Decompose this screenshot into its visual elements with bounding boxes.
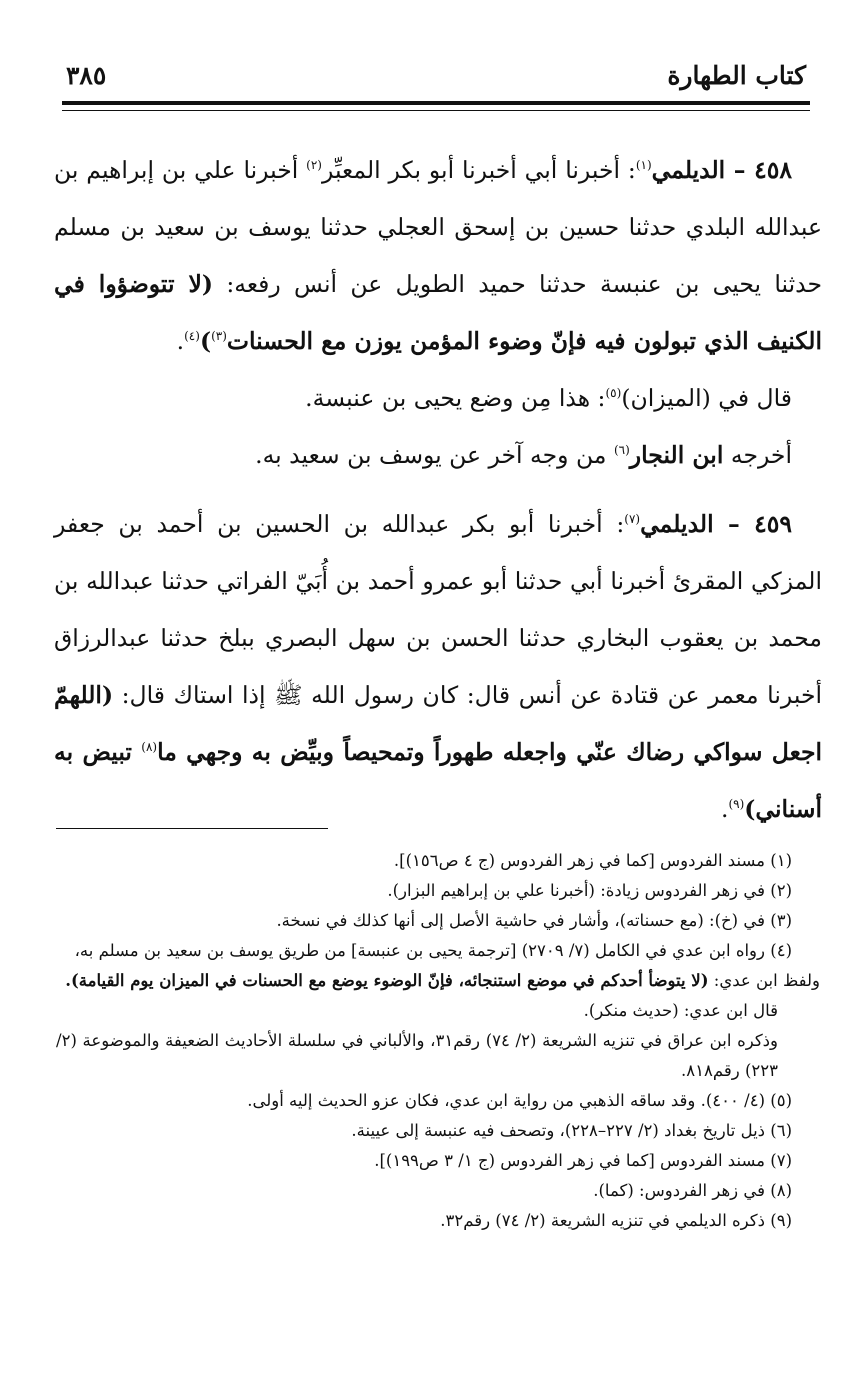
running-title: كتاب الطهارة: [667, 61, 806, 90]
page-number: ٣٨٥: [66, 61, 107, 90]
mizan-note: [54, 370, 822, 427]
isnad-text: أخبرنا علي بن إبراهيم بن عبدالله البلدي حدثنا حسين بن إسحق العجلي حدثنا يوسف بن سعيد بن مسلم حدثنا يحيى بن عنبسة حدثنا حميد الطويل عن أنس رفعه:: [54, 156, 822, 298]
footnote-ref: (٤): [184, 329, 200, 344]
footnote: (١) مسند الفردوس [كما في زهر الفردوس (ج ٤ ص١٥٦)].: [393, 851, 792, 870]
hadith-close: ): [199, 327, 212, 355]
footnote-continuation: [56, 966, 820, 996]
isnad-text: : أخبرنا أبي أخبرنا أبو بكر المعبِّر: [321, 156, 636, 184]
footnote-quote: (لا يتوضأ أحدكم في موضع استنجائه، فإنّ الوضوء يوضع مع الحسنات في الميزان يوم القيامة).: [65, 971, 709, 990]
footnote-text: ولفظ ابن عدي:: [708, 971, 820, 990]
footnote-ref: (٣): [211, 329, 227, 344]
mizan-text: : هذا مِن وضع يحيى بن عنبسة.: [305, 384, 606, 412]
footnote-ref: (٧): [624, 512, 641, 527]
footnote-separator: [56, 828, 328, 829]
footnote-ref: (٢): [306, 158, 322, 173]
entry-number: ٤٥٩ –: [713, 510, 792, 538]
hadith-text: تبيض به أسناني): [54, 738, 822, 823]
footnotes: [56, 846, 820, 1236]
header-rule-thin: [62, 110, 810, 111]
takhrij-source: ابن النجار: [629, 441, 724, 469]
main-text: [54, 142, 822, 838]
period: .: [176, 327, 185, 355]
header-rule-thick: [62, 101, 810, 105]
isnad-text: : أخبرنا أبو بكر عبدالله بن الحسين بن أحمد بن جعفر المزكي المقرئ أخبرنا أبي حدثنا أبو عمرو أحمد بن أُبَيّ الفراتي حدثنا عبدالله بن محمد بن يعقوب البخاري حدثنا الحسن بن سهل البصري ببلخ حدثنا عبدالرزاق أخبرنا معمر عن قتادة عن أنس قال: كان رسول الله ﷺ إذا استاك قال:: [54, 510, 822, 709]
takhrij-text: أخرجه: [723, 441, 792, 469]
footnote-ref: (٨): [141, 740, 158, 755]
footnote-ref: (١): [635, 158, 652, 173]
source-name: الديلمي: [640, 510, 714, 538]
footnote: (٣) في (خ): (مع حسناته)، وأشار في حاشية الأصل إلى أنها كذلك في نسخة.: [276, 911, 792, 930]
entry-458: [54, 142, 822, 370]
footnote: (٦) ذيل تاريخ بغداد (٢/ ٢٢٧–٢٢٨)، وتصحف فيه عنبسة إلى عيينة.: [351, 1121, 792, 1140]
entry-number: ٤٥٨ –: [725, 156, 792, 184]
footnote: (٨) في زهر الفردوس: (كما).: [593, 1181, 792, 1200]
footnote-ref: (٩): [728, 797, 745, 812]
footnote-continuation: قال ابن عدي: (حديث منكر).: [583, 1001, 778, 1020]
footnote: (٤) رواه ابن عدي في الكامل (٧/ ٢٧٠٩) [ترجمة يحيى بن عنبسة] من طريق يوسف بن سعيد بن مسلم به،: [74, 941, 792, 960]
period: .: [720, 795, 729, 823]
footnote-ref: (٦): [613, 443, 630, 458]
entry-459: [54, 496, 822, 838]
footnote-continuation: وذكره ابن عراق في تنزيه الشريعة (٢/ ٧٤) رقم٣١، والألباني في سلسلة الأحاديث الضعيفة والموضوعة (٢/ ٢٢٣) رقم٨١٨.: [56, 1031, 778, 1080]
source-name: الديلمي: [651, 156, 726, 184]
footnote: (٩) ذكره الديلمي في تنزيه الشريعة (٢/ ٧٤) رقم٣٢.: [440, 1211, 792, 1230]
takhrij-text: من وجه آخر عن يوسف بن سعيد به.: [255, 441, 614, 469]
hadith-text: (اللهمّ اجعل سواكي رضاك عنّي واجعله طهوراً وتمحيصاً وبيِّض به وجهي ما: [54, 681, 822, 766]
mizan-label: قال في (الميزان): [621, 384, 792, 412]
footnote: (٥) (٤/ ٤٠٠). وقد ساقه الذهبي من رواية ابن عدي، فكان عزو الحديث إليه أولى.: [247, 1091, 792, 1110]
footnote: (٧) مسند الفردوس [كما في زهر الفردوس (ج ١/ ٣ ص١٩٩)].: [374, 1151, 792, 1170]
takhrij-note: [54, 427, 822, 484]
hadith-text: (لا تتوضؤوا في الكنيف الذي تبولون فيه فإنّ وضوء المؤمن يوزن مع الحسنات: [54, 270, 822, 355]
page-header: [66, 46, 806, 90]
footnote: (٢) في زهر الفردوس زيادة: (أخبرنا علي بن إبراهيم البزار).: [387, 881, 792, 900]
footnote-ref: (٥): [605, 386, 622, 401]
